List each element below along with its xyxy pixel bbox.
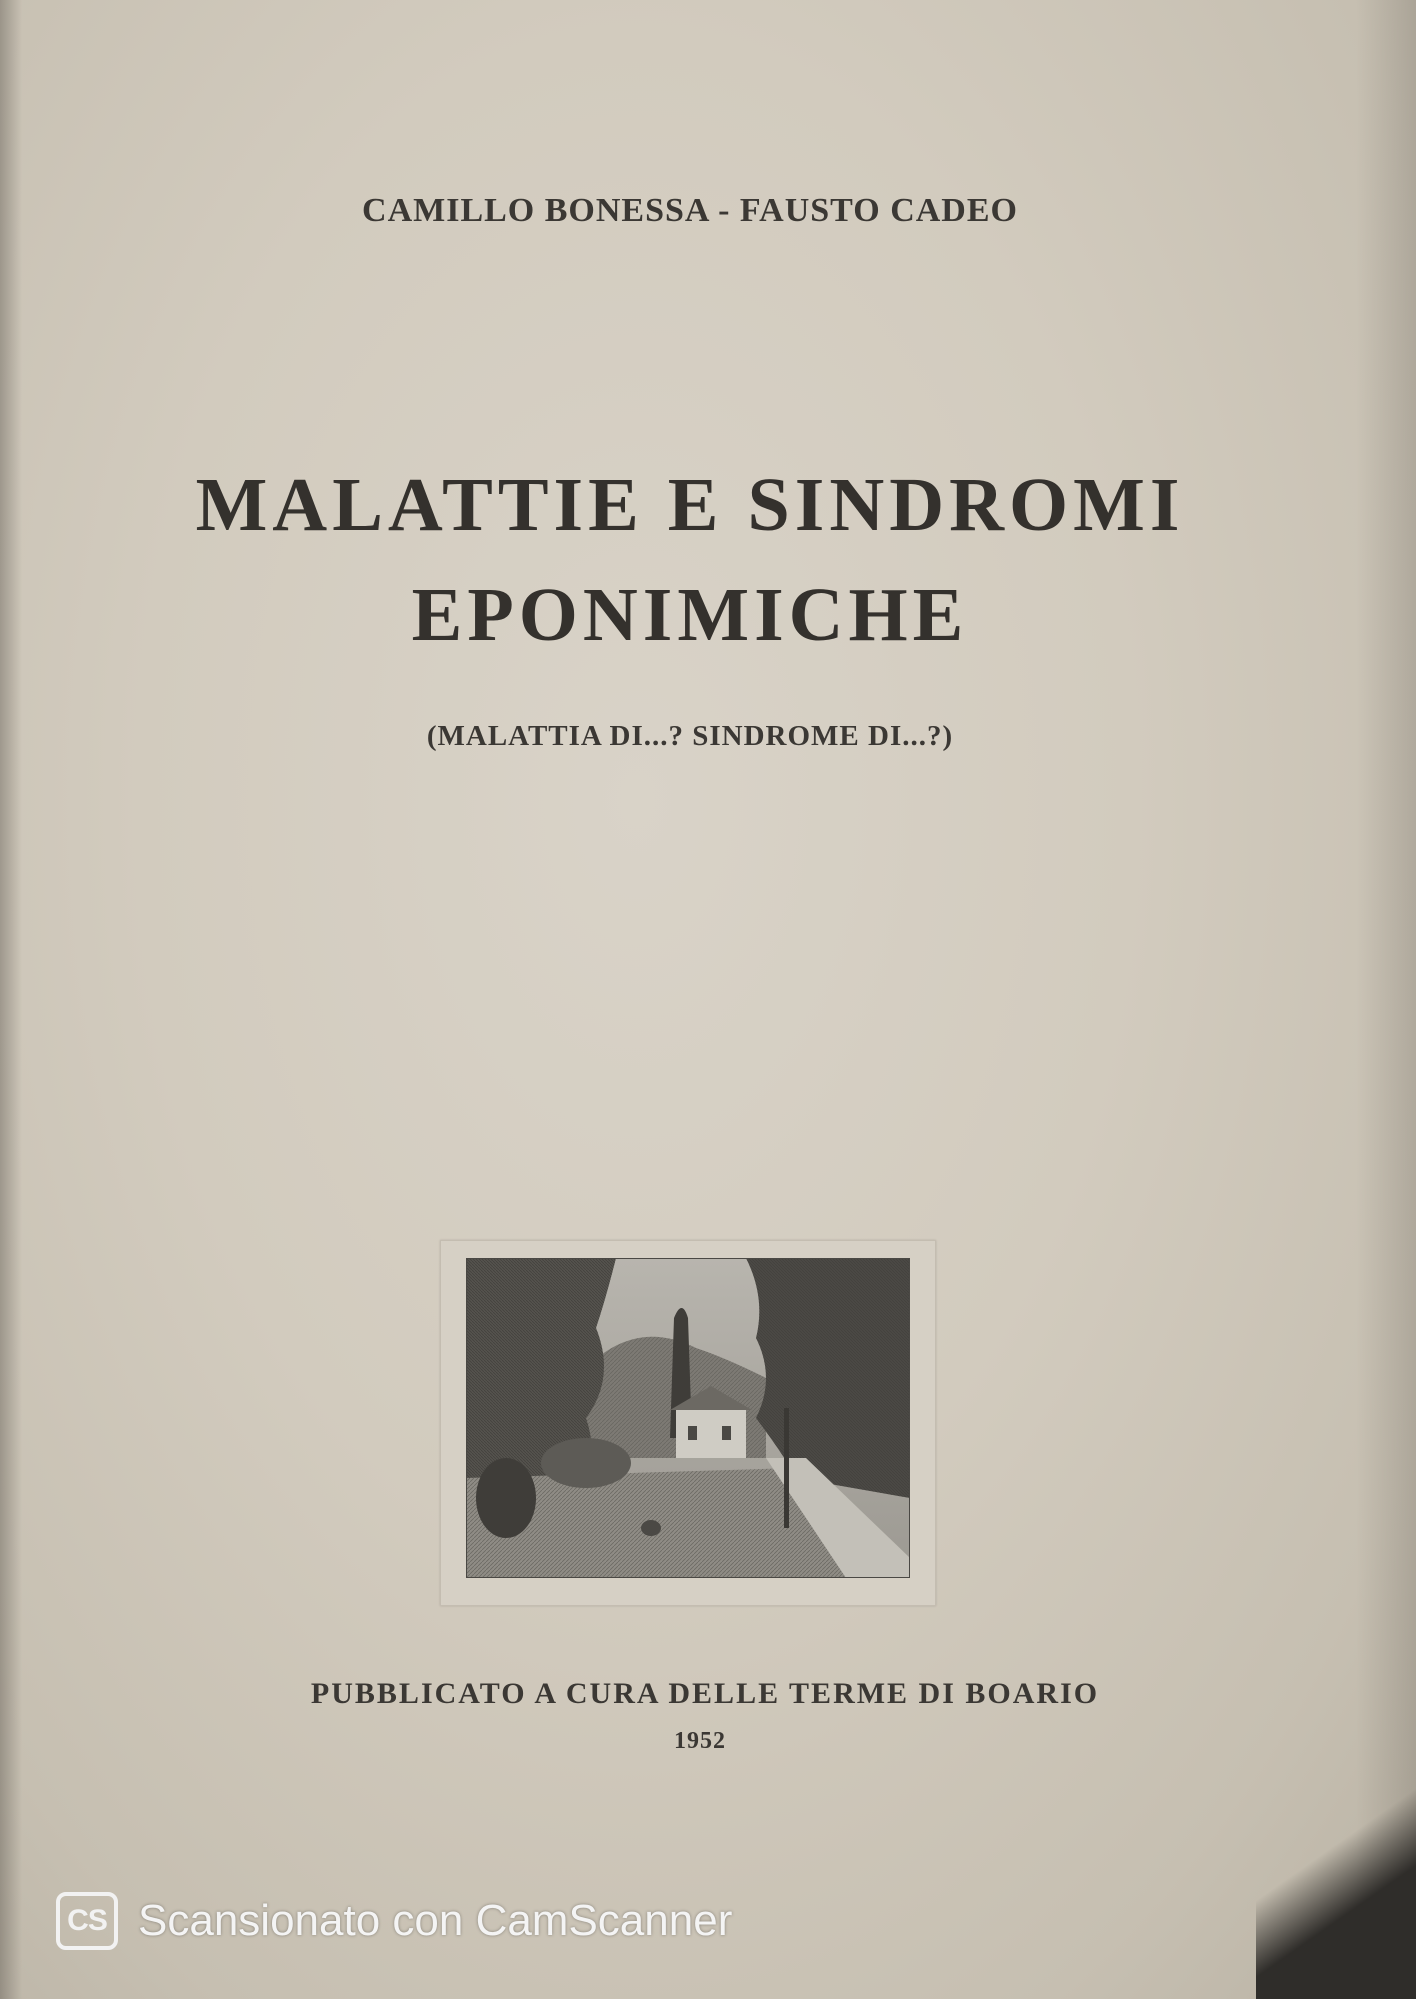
title-line-2: EPONIMICHE <box>411 573 969 657</box>
engraving-plate <box>440 1240 936 1606</box>
publication-year: 1952 <box>674 1728 726 1754</box>
subtitle: (MALATTIA DI...? SINDROME DI...?) <box>426 720 954 752</box>
landscape-engraving <box>466 1258 910 1578</box>
torn-corner <box>1256 1760 1416 1999</box>
publisher-line: PUBBLICATO A CURA DELLE TERME DI BOARIO <box>310 1677 1100 1710</box>
authors: CAMILLO BONESSA - FAUSTO CADEO <box>362 192 1018 229</box>
title-line-1: MALATTIE E SINDROMI <box>195 463 1185 547</box>
watermark-text: Scansionato con CamScanner <box>138 1896 733 1945</box>
camscanner-logo-icon: CS <box>56 1892 118 1950</box>
camscanner-watermark <box>56 1888 732 1954</box>
